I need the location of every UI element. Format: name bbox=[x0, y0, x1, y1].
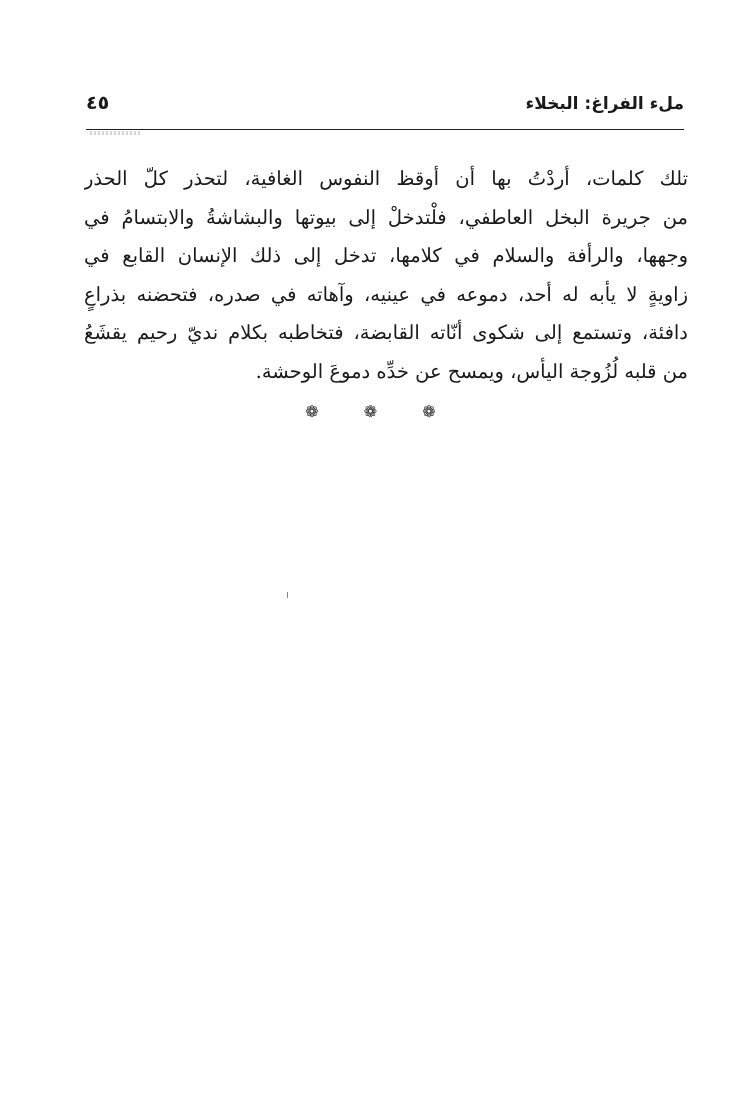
page-number: ٤٥ bbox=[86, 92, 110, 114]
page-header bbox=[86, 90, 684, 124]
scan-speck bbox=[287, 592, 288, 598]
text-line: من جريرة البخل العاطفي، فلْتدخلْ إلى بيوتها والبشاشةُ والابتسامُ في bbox=[84, 205, 688, 229]
header-rule-mark bbox=[90, 131, 142, 135]
text-line: دافئة، وتستمع إلى شكوى أنّاته القابضة، فتخاطبه بكلام نديّ رحيم يقشَعُ bbox=[84, 321, 688, 345]
section-ornaments bbox=[0, 402, 755, 421]
header-rule bbox=[86, 129, 684, 130]
flower-ornament-icon: ❁ bbox=[305, 402, 333, 421]
body-paragraph bbox=[84, 160, 688, 392]
text-line: تلك كلمات، أردْتُ بها أن أوقظ النفوس الغافية، لتحذر كلّ الحذر bbox=[84, 167, 688, 190]
text-line: وجهها، والرأفة والسلام في كلامها، تدخل إلى ذلك الإنسان القابع في bbox=[84, 244, 688, 268]
text-line: من قلبه لُزُوجة اليأس، ويمسح عن خدِّه دموعَ الوحشة. bbox=[255, 359, 688, 383]
running-head: ملء الفراغ: البخلاء bbox=[525, 94, 684, 114]
flower-ornament-icon: ❁ bbox=[363, 402, 392, 421]
flower-ornament-icon: ❁ bbox=[422, 402, 450, 421]
text-line: زاويةٍ لا يأبه له أحد، دموعه في عينيه، وآهاته في صدره، فتحضنه بذراعٍ bbox=[84, 282, 688, 306]
